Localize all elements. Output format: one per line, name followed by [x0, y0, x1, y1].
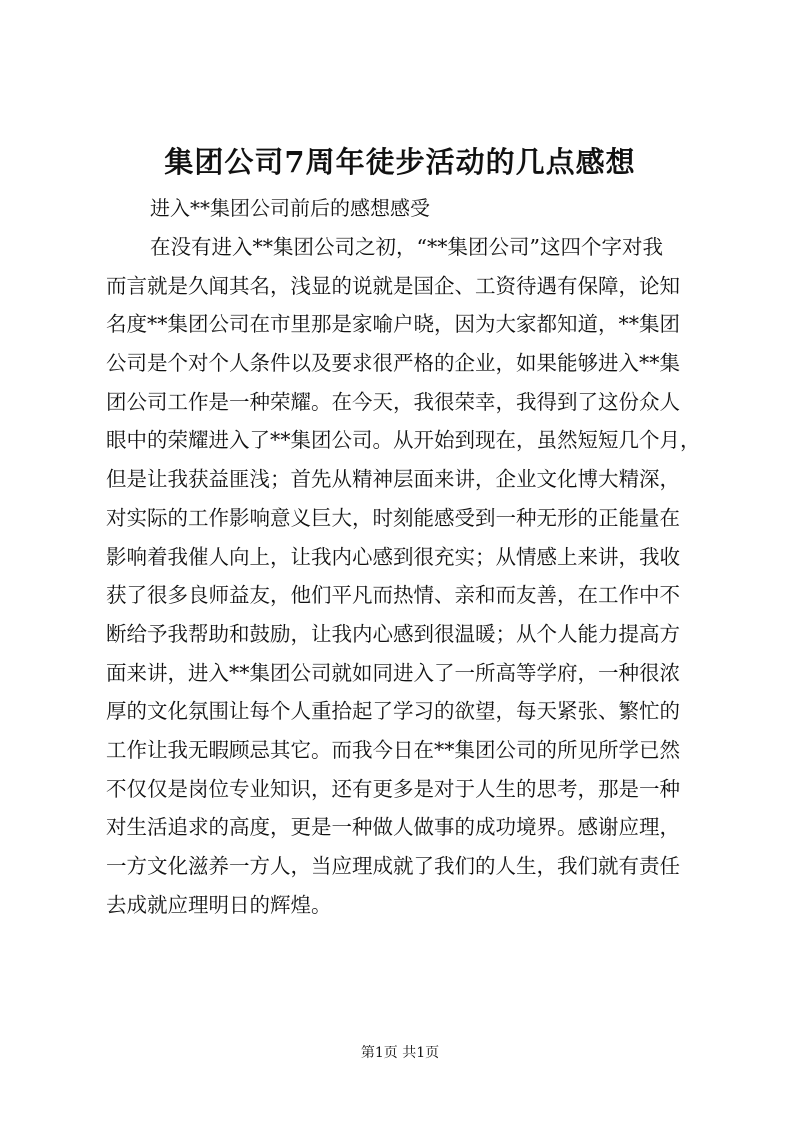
document-title: 集团公司7周年徒步活动的几点感想	[164, 145, 636, 179]
page-footer: 第1页 共1页	[360, 1045, 440, 1061]
body-line: 厚的文化氛围让每个人重拾起了学习的欲望，每天紧张、繁忙的	[106, 699, 680, 724]
document-body	[106, 228, 706, 924]
body-line: 名度**集团公司在市里那是家喻户晓，因为大家都知道，**集团	[106, 312, 680, 337]
document-subtitle: 进入**集团公司前后的感想感受	[150, 196, 430, 220]
body-line: 影响着我催人向上，让我内心感到很充实；从情感上来讲，我收	[106, 544, 680, 569]
body-line: 去成就应理明日的辉煌。	[106, 892, 332, 917]
body-line: 在没有进入**集团公司之初，“**集团公司”这四个字对我	[150, 235, 663, 259]
body-line: 公司是个对个人条件以及要求很严格的企业，如果能够进入**集	[106, 351, 680, 376]
body-line: 一方文化滋养一方人，当应理成就了我们的人生，我们就有责任	[106, 854, 680, 878]
body-line: 不仅仅是岗位专业知识，还有更多是对于人生的思考，那是一种	[106, 776, 680, 801]
body-line: 获了很多良师益友，他们平凡而热情、亲和而友善，在工作中不	[106, 583, 680, 608]
body-line: 团公司工作是一种荣耀。在今天，我很荣幸，我得到了这份众人	[106, 389, 680, 414]
body-line: 眼中的荣耀进入了**集团公司。从开始到现在，虽然短短几个月，	[106, 428, 701, 453]
body-line: 而言就是久闻其名，浅显的说就是国企、工资待遇有保障，论知	[106, 273, 680, 298]
body-line: 对生活追求的高度，更是一种做人做事的成功境界。感谢应理，	[106, 815, 680, 840]
body-line: 面来讲，进入**集团公司就如同进入了一所高等学府，一种很浓	[106, 660, 680, 685]
body-line: 断给予我帮助和鼓励，让我内心感到很温暖；从个人能力提高方	[106, 621, 680, 646]
body-line: 但是让我获益匪浅；首先从精神层面来讲，企业文化博大精深，	[106, 467, 680, 492]
body-line: 工作让我无暇顾忌其它。而我今日在**集团公司的所见所学已然	[106, 737, 680, 762]
body-line: 对实际的工作影响意义巨大，时刻能感受到一种无形的正能量在	[106, 505, 680, 530]
